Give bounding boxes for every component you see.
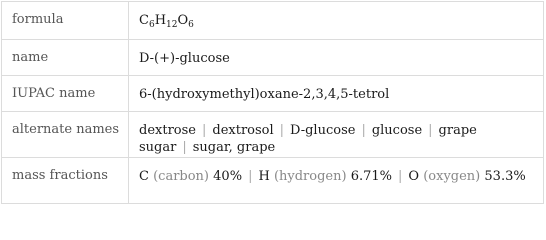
mass-symbol: O xyxy=(408,169,420,184)
formula-count-c: 6 xyxy=(148,20,155,30)
formula-element-h: H xyxy=(154,13,167,28)
mass-symbol: H xyxy=(258,169,270,184)
separator: | xyxy=(248,169,253,184)
separator: | xyxy=(428,123,433,138)
separator: | xyxy=(182,140,187,155)
name-label: name xyxy=(2,40,129,75)
formula-label: formula xyxy=(2,2,129,39)
mass-element-name: (hydrogen) xyxy=(273,169,347,184)
separator: | xyxy=(201,123,207,138)
alternate-name: dextrose xyxy=(139,123,196,138)
separator: | xyxy=(398,169,403,184)
alternate-names-label: alternate names xyxy=(2,112,129,157)
formula-element-o: O xyxy=(177,13,189,28)
separator: | xyxy=(361,123,366,138)
formula-element-c: C xyxy=(139,13,149,28)
mass-fraction: 6.71% xyxy=(350,169,393,184)
mass-fractions-value xyxy=(129,158,543,203)
alternate-name: glucose xyxy=(371,123,423,138)
name-value: D-(+)-glucose xyxy=(139,51,230,66)
mass-fractions-row xyxy=(2,157,543,203)
mass-fraction: 40% xyxy=(213,169,243,184)
mass-fraction: 53.3% xyxy=(484,169,526,184)
properties-table xyxy=(1,1,544,204)
alternate-name: grape sugar xyxy=(139,123,477,155)
mass-element-name: (oxygen) xyxy=(423,169,481,184)
separator: | xyxy=(279,123,285,138)
formula-count-o: 6 xyxy=(188,20,194,30)
mass-fractions-label: mass fractions xyxy=(2,158,129,203)
alternate-name: dextrosol xyxy=(212,123,274,138)
name-row xyxy=(2,39,543,75)
alternate-names-value xyxy=(129,112,543,157)
formula-value xyxy=(129,2,543,39)
mass-element-name: (carbon) xyxy=(153,169,210,184)
alternate-names-row xyxy=(2,111,543,157)
formula-row xyxy=(2,2,543,39)
iupac-label: IUPAC name xyxy=(2,76,129,111)
iupac-value: 6-(hydroxymethyl)oxane-2,3,4,5-tetrol xyxy=(139,87,390,102)
formula-count-h: 12 xyxy=(166,20,178,30)
iupac-row xyxy=(2,75,543,111)
alternate-name: D-glucose xyxy=(290,123,356,138)
mass-symbol: C xyxy=(139,169,149,184)
alternate-name: sugar, grape xyxy=(192,140,276,155)
